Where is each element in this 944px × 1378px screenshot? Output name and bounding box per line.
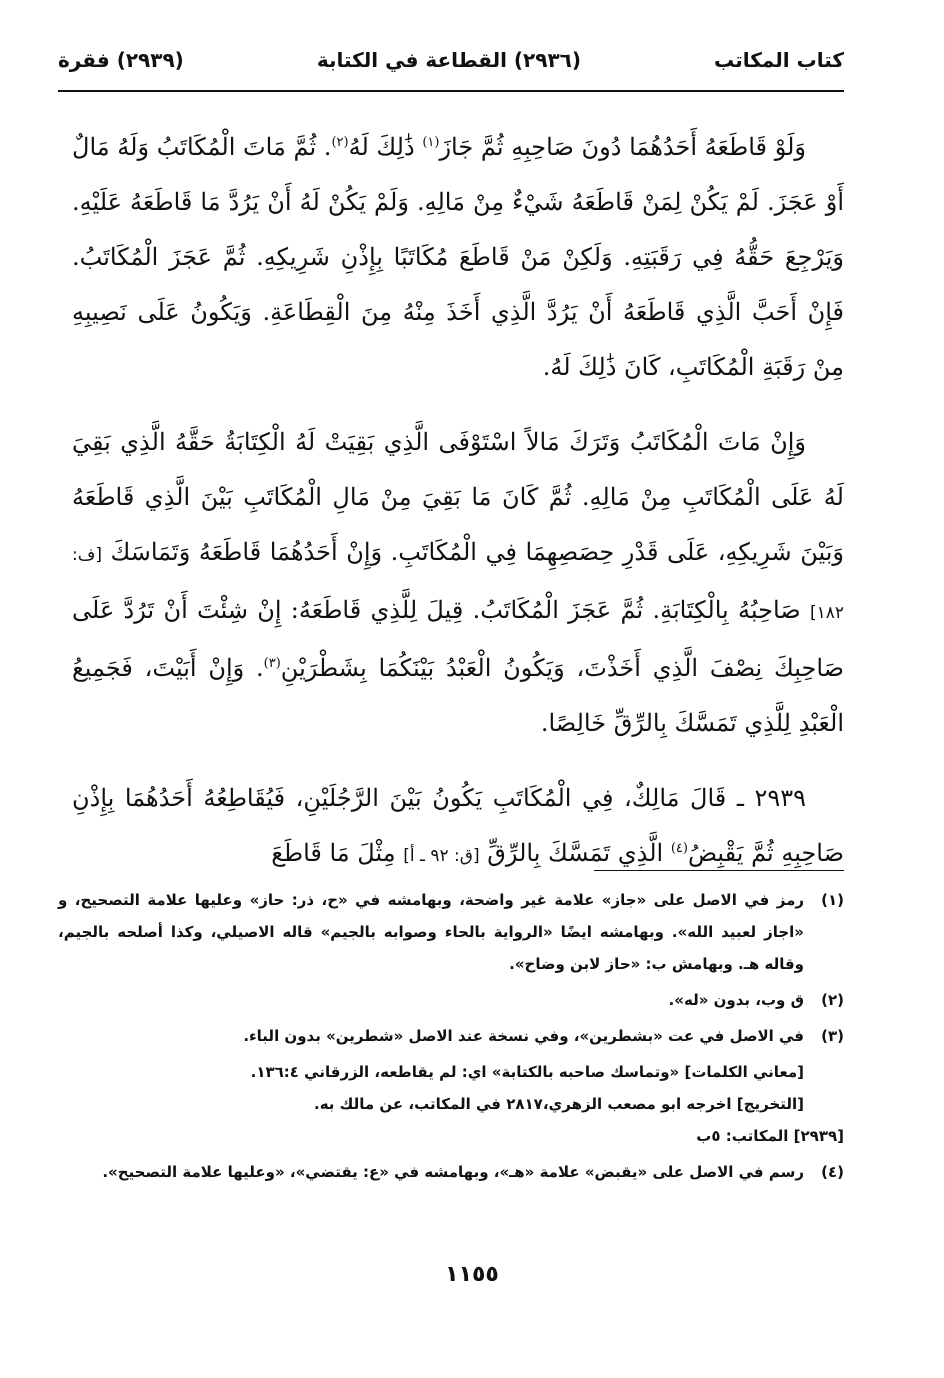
footnote-separator (594, 870, 844, 871)
header-paragraph-number: (٢٩٣٩) فقرة (58, 48, 184, 72)
footnote-3-number: (٣) (821, 1027, 844, 1045)
paragraph-2-part-b: صَاحِبُهُ بِالْكِتَابَةِ. ثُمَّ عَجَزَ الْمُكَاتَبُ. قِيلَ لِلَّذِي قَاطَعَهُ: إِنْ شِئْتَ أَنْ تَرُدَّ عَلَى صَاحِبِكَ نِصْفَ الَّذِي أَخَذْتَ، وَيَكُونُ الْعَبْدُ بَيْنَكُمَا بِشَطْرَيْنِ (72, 596, 845, 682)
header-chapter-title: (٢٩٣٦) القطاعة في الكتابة (316, 48, 582, 72)
footnotes (58, 884, 844, 1192)
footnote-1-text: رمز في الاصل على «جاز» علامة غير واضحة، وبهامشه في «ح، ذر: حاز» وعليها علامة التصحيح، و «اجاز لعبيد الله». وبهامشه ايضًا «الرواية بالحاء وصوابه بالجيم» قاله الاصيلي، وكذا أصلحه بالجيم، وقاله هـ. وبهامش ب: «حاز لابن وضاح». (58, 891, 804, 973)
paragraph-1-part-c: . ثُمَّ مَاتَ الْمُكَاتَبُ وَلَهُ مَالٌ أَوْ عَجَزَ. لَمْ يَكُنْ لِمَنْ قَاطَعَهُ شَيْءٌ مِنْ مَالِهِ. وَلَمْ يَكُنْ لَهُ أَنْ يَرُدَّ مَا قَاطَعَهُ عَلَيْهِ. وَيَرْجِعَ حَقُّهُ فِي رَقَبَتِهِ. وَلَكِنْ مَنْ قَاطَعَ مُكَاتَبًا بِإِذْنِ شَرِيكِهِ. ثُمَّ عَجَزَ الْمُكَاتَبُ. فَإِنْ أَحَبَّ الَّذِي قَاطَعَهُ أَنْ يَرُدَّ الَّذِي أَخَذَ مِنْهُ مِنَ الْقِطَاعَةِ. وَيَكُونُ عَلَى نَصِيبِهِ مِنْ رَقَبَةِ الْمُكَاتَبِ، كَانَ ذَٰلِكَ لَهُ. (72, 133, 844, 381)
footnote-1-number: (١) (821, 891, 844, 909)
paragraph-3 (72, 771, 844, 884)
word-meanings-label: [معاني الكلمات] (684, 1063, 804, 1081)
footnote-mark-3: (٣) (263, 656, 281, 671)
footnote-4-text: رسم في الاصل على «يقبض» علامة «هـ»، وبهامشه في «ع: يقتضي»، «وعليها علامة التصحيح». (102, 1163, 804, 1181)
cross-reference-line: [٢٩٣٩] المكاتب: ٥ب (696, 1127, 844, 1145)
paragraph-1-part-b: ذَٰلِكَ لَهُ (348, 133, 423, 161)
word-meanings-text: «وتماسك صاحبه بالكتابة» اي: لم يقاطعه، الزرقاني ١٣٦:٤. (250, 1063, 685, 1081)
footnote-mark-1: (١) (422, 135, 440, 150)
takhrij-note (58, 1088, 804, 1120)
footnote-mark-2: (٢) (331, 135, 349, 150)
footnote-mark-4: (٤) (670, 841, 688, 856)
page-number: ١١٥٥ (445, 1262, 499, 1287)
paragraph-2 (72, 415, 844, 751)
header-rule (58, 90, 844, 92)
paragraph-3-part-b: الَّذِي تَمَسَّكَ بِالرِّقِّ (487, 839, 671, 867)
word-meanings-note (58, 1056, 804, 1088)
footnote-3-text: في الاصل في عت «بشطرين»، وفي نسخة عند الاصل «شطرين» بدون الباء. (243, 1027, 804, 1045)
paragraph-2-part-c: . وَإِنْ أَبَيْتَ، فَجَمِيعُ الْعَبْدِ لِلَّذِي تَمَسَّكَ بِالرِّقِّ خَالِصًا. (72, 654, 844, 737)
paragraph-3-page-ref: [ق: ٩٢ ـ أ] (403, 846, 480, 866)
footnote-3 (58, 1020, 844, 1052)
takhrij-text: اخرجه ابو مصعب الزهري،٢٨١٧ في المكاتب، عن مالك به. (314, 1095, 737, 1113)
paragraph-1 (72, 120, 844, 395)
paragraph-2-part-a: وَإِنْ مَاتَ الْمُكَاتَبُ وَتَرَكَ مَالاً اسْتَوْفَى الَّذِي بَقِيَتْ لَهُ الْكِتَابَةُ حَقَّهُ الَّذِي بَقِيَ لَهُ عَلَى الْمُكَاتَبِ مِنْ مَالِهِ. ثُمَّ كَانَ مَا بَقِيَ مِنْ مَالِ الْمُكَاتَبِ بَيْنَ الَّذِي قَاطَعَهُ وَبَيْنَ شَرِيكِهِ، عَلَى قَدْرِ حِصَصِهِمَا فِي الْمُكَاتَبِ. وَإِنْ أَحَدُهُمَا قَاطَعَهُ وَتَمَاسَكَ (72, 428, 844, 566)
paragraph-1-part-a: وَلَوْ قَاطَعَهُ أَحَدُهُمَا دُونَ صَاحِبِهِ ثُمَّ جَازَ (439, 133, 806, 161)
footnote-2 (58, 984, 844, 1016)
paragraph-2-page-ref: [ف: ١٨٢] (72, 545, 844, 623)
paragraph-3-part-c: مِثْلَ مَا قَاطَعَ (271, 839, 404, 867)
footnote-2-text: ق وب، بدون «له». (668, 991, 804, 1009)
footnote-4-number: (٤) (821, 1163, 844, 1181)
footnote-2-number: (٢) (821, 991, 844, 1009)
footnote-4 (58, 1156, 844, 1188)
running-header (58, 40, 844, 80)
takhrij-label: [التخريج] (736, 1095, 804, 1113)
footnote-1 (58, 884, 844, 980)
paragraph-3-part-a: ٢٩٣٩ ـ قَالَ مَالِكٌ، فِي الْمُكَاتَبِ يَكُونُ بَيْنَ الرَّجُلَيْنِ، فَيُقَاطِعُهُ أَحَدُهُمَا بِإِذْنِ صَاحِبِهِ ثُمَّ يَقْبِضُ (72, 784, 844, 867)
main-text (72, 120, 844, 904)
header-book-title: كتاب المكاتب (714, 48, 844, 72)
